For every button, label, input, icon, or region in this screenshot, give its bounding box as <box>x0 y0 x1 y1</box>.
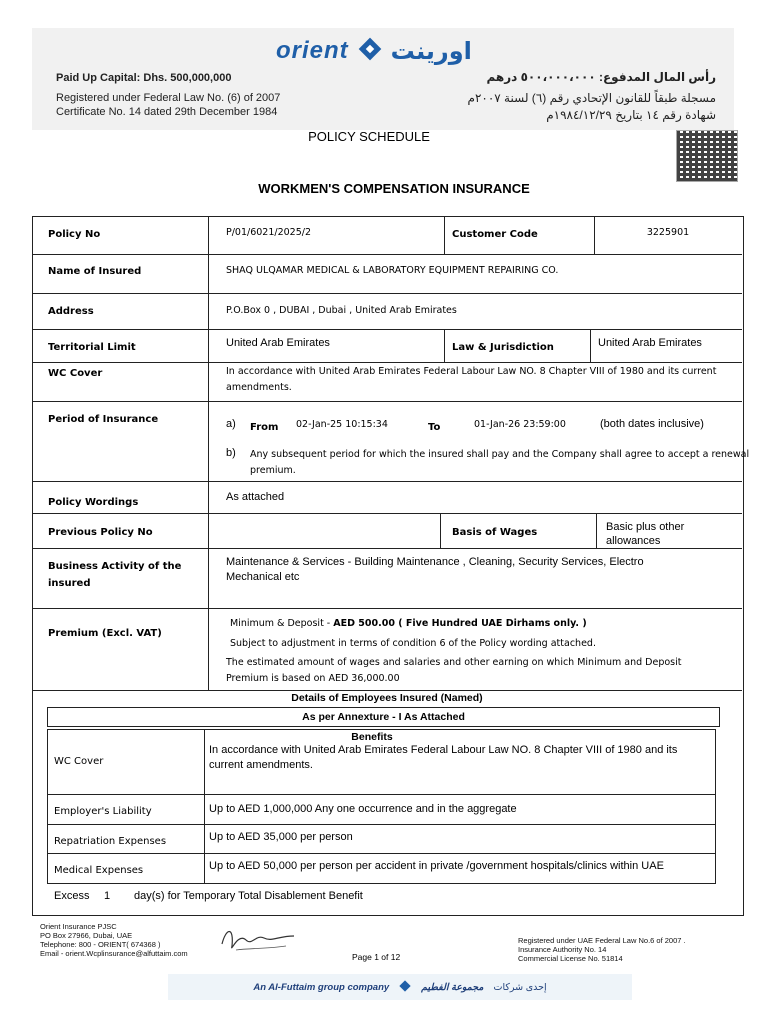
excess-text: day(s) for Temporary Total Disablement Benefit <box>134 890 363 902</box>
dates-inclusive-note: (both dates inclusive) <box>600 418 704 430</box>
from-label: From <box>250 422 279 433</box>
diamond-logo-icon <box>357 36 383 67</box>
previous-policy-label: Previous Policy No <box>48 527 153 538</box>
certificate-no: Certificate No. 14 dated 29th December 1984 <box>56 106 278 118</box>
footer-email: Email - orient.Wcplinsurance@alfuttaim.com <box>40 949 188 958</box>
premium-line4: Premium is based on AED 36,000.00 <box>226 673 400 684</box>
benefit-employers-liability-label: Employer's Liability <box>54 806 152 817</box>
insured-name-label: Name of Insured <box>48 266 142 277</box>
policy-schedule-title: POLICY SCHEDULE <box>308 129 430 144</box>
basis-of-wages-line2: allowances <box>606 535 661 547</box>
territorial-limit-label: Territorial Limit <box>48 342 136 353</box>
logo-text-en: orient <box>276 37 349 64</box>
registered-arabic: مسجلة طبقاً للقانون الإتحادي رقم (٦) لسنة ٢٠٠٧م <box>467 91 716 105</box>
wc-cover-line1: In accordance with United Arab Emirates Federal Labour Law NO. 8 Chapter VIII of 1980 and its current <box>226 366 717 377</box>
benefit-employers-liability-value: Up to AED 1,000,000 Any one occurrence and in the aggregate <box>209 803 517 815</box>
benefits-header: Benefits <box>351 731 393 743</box>
business-activity-line2: Mechanical etc <box>226 571 300 583</box>
footer-reg-license: Commercial License No. 51814 <box>518 954 623 963</box>
policy-no-value: P/01/6021/2025/2 <box>226 227 312 238</box>
business-activity-line1: Maintenance & Services - Building Maintenance , Cleaning, Security Services, Electro <box>226 556 644 568</box>
brand-text-ar: مجموعة الفطيم <box>421 981 484 993</box>
page-number: Page 1 of 12 <box>352 952 401 962</box>
wordings-value: As attached <box>226 491 285 503</box>
qr-code <box>676 130 738 182</box>
benefit-medical-value: Up to AED 50,000 per person per accident in private /government hospitals/clinics within UAE <box>209 860 664 872</box>
wc-cover-label: WC Cover <box>48 368 103 379</box>
business-activity-label-2: insured <box>48 578 91 589</box>
orient-logo <box>276 36 472 66</box>
certificate-arabic: شهادة رقم ١٤ بتاريخ ١٩٨٤/١٢/٢٩م <box>546 108 716 122</box>
customer-code-label: Customer Code <box>452 229 538 240</box>
signature-image <box>216 922 298 958</box>
paid-up-capital: Paid Up Capital: Dhs. 500,000,000 <box>56 72 232 84</box>
annexture-note: As per Annexture - I As Attached <box>302 711 465 723</box>
period-b-line2: premium. <box>250 465 296 476</box>
footer-reg-authority: Insurance Authority No. 14 <box>518 945 607 954</box>
benefit-wc-cover-line1: In accordance with United Arab Emirates Federal Labour Law NO. 8 Chapter VIII of 1980 and its <box>209 744 678 756</box>
wordings-label: Policy Wordings <box>48 497 139 508</box>
period-b-marker: b) <box>226 447 236 459</box>
benefit-wc-cover-label: WC Cover <box>54 756 104 767</box>
premium-min-deposit-label: Minimum & Deposit - <box>230 618 334 629</box>
benefit-wc-cover-line2: current amendments. <box>209 759 313 771</box>
footer-pobox: PO Box 27966, Dubai, UAE <box>40 931 133 940</box>
logo-text-ar: اورينت <box>390 37 472 65</box>
footer-company-block <box>40 922 188 958</box>
benefit-repatriation-value: Up to AED 35,000 per person <box>209 831 353 843</box>
benefit-medical-label: Medical Expenses <box>54 865 144 876</box>
brand-text-en: An Al-Futtaim group company <box>253 981 390 993</box>
excess-value: 1 <box>104 890 111 902</box>
policy-no-label: Policy No <box>48 229 101 240</box>
footer-telephone: Telephone: 800 - ORIENT( 674368 ) <box>40 940 161 949</box>
employees-title: Details of Employees Insured (Named) <box>291 692 483 704</box>
period-label: Period of Insurance <box>48 414 159 425</box>
footer-company: Orient Insurance PJSC <box>40 922 117 931</box>
business-activity-label-1: Business Activity of the <box>48 561 182 572</box>
brand-text-ar-prefix: إحدى شركات <box>493 981 547 993</box>
insured-name-value: SHAQ ULQAMAR MEDICAL & LABORATORY EQUIPMENT REPAIRING CO. <box>226 265 559 276</box>
brand-diamond-icon <box>399 980 411 995</box>
wc-cover-line2: amendments. <box>226 382 292 393</box>
premium-label: Premium (Excl. VAT) <box>48 628 162 639</box>
basis-of-wages-label: Basis of Wages <box>452 527 538 538</box>
footer-registration-block <box>518 936 686 963</box>
insurance-type-title: WORKMEN'S COMPENSATION INSURANCE <box>258 181 530 196</box>
law-jurisdiction-value: United Arab Emirates <box>598 337 702 349</box>
to-label: To <box>428 422 441 433</box>
customer-code-value: 3225901 <box>646 227 690 238</box>
footer-reg-law: Registered under UAE Federal Law No.6 of 2007 . <box>518 936 686 945</box>
excess-label: Excess <box>54 890 90 902</box>
al-futtaim-brand-bar <box>168 974 632 1000</box>
period-b-line1: Any subsequent period for which the insured shall pay and the Company shall agree to accept a renewal <box>250 449 750 460</box>
period-a-marker: a) <box>226 418 236 430</box>
address-value: P.O.Box 0 , DUBAI , Dubai , United Arab Emirates <box>226 305 457 316</box>
to-date: 01-Jan-26 23:59:00 <box>474 419 566 430</box>
from-date: 02-Jan-25 10:15:34 <box>296 419 388 430</box>
basis-of-wages-line1: Basic plus other <box>606 521 685 533</box>
premium-amount: AED 500.00 ( Five Hundred UAE Dirhams only. ) <box>333 618 587 629</box>
law-jurisdiction-label: Law & Jurisdiction <box>452 342 554 353</box>
address-label: Address <box>48 306 94 317</box>
premium-line2: Subject to adjustment in terms of condition 6 of the Policy wording attached. <box>230 638 596 649</box>
territorial-limit-value: United Arab Emirates <box>226 337 330 349</box>
premium-line1 <box>230 616 587 631</box>
benefit-repatriation-label: Repatriation Expenses <box>54 836 167 847</box>
premium-line3: The estimated amount of wages and salaries and other earning on which Minimum and Deposit <box>226 657 682 668</box>
capital-arabic: رأس المال المدفوع: ٥٠٠،٠٠٠،٠٠٠ درهم <box>486 70 716 84</box>
registered-law: Registered under Federal Law No. (6) of 2007 <box>56 92 281 104</box>
